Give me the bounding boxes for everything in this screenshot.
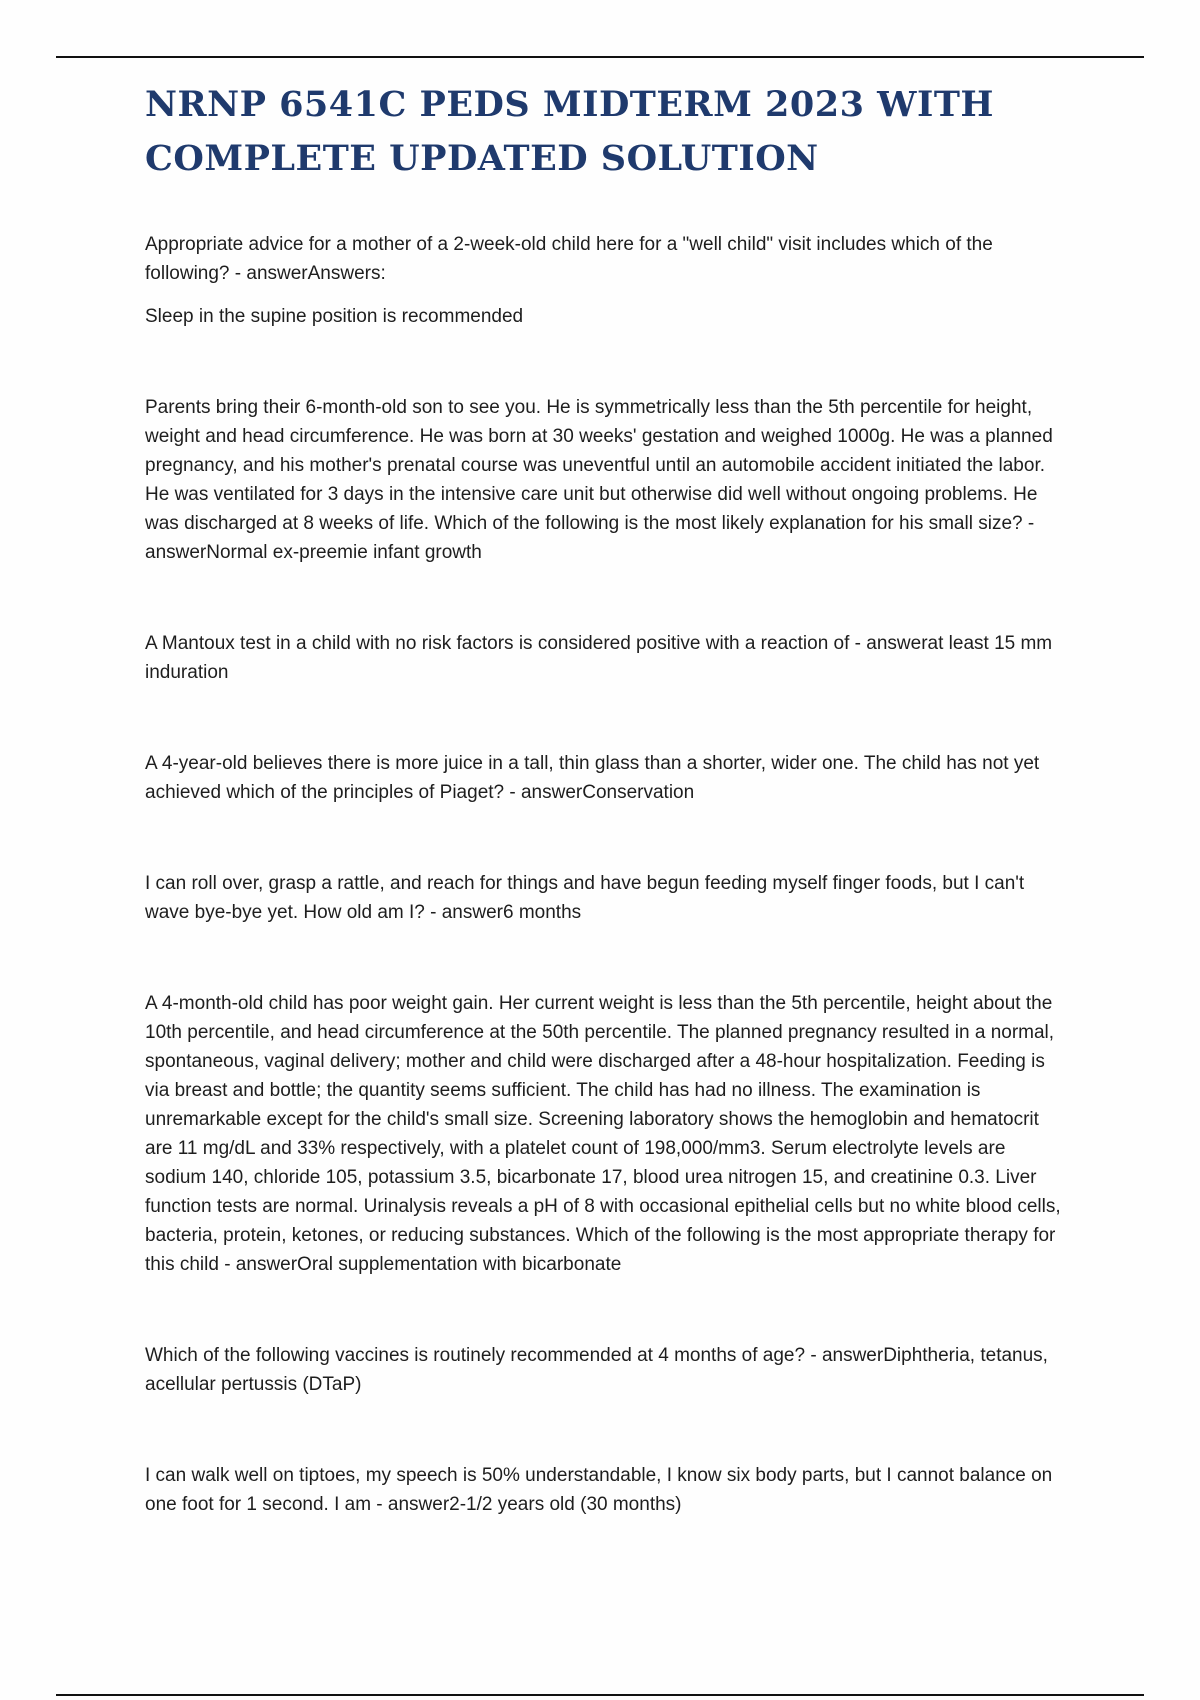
qa-item: A Mantoux test in a child with no risk factors is considered positive with a reaction of - answerat least 15 mm induration <box>145 633 1053 683</box>
document-title: NRNP 6541C PEDS MIDTERM 2023 WITH COMPLETE UPDATED SOLUTION <box>145 84 994 179</box>
qa-answer: Sleep in the supine position is recommended <box>145 306 524 327</box>
qa-item: A 4-month-old child has poor weight gain. Her current weight is less than the 5th percentile, height about the 10th percentile, and head circumference at the 50th percentile. The planned pregnancy resulted in a normal, spontaneous, vaginal delivery; mother and child were discharged after a 48-hour hospitalization. Feeding is via breast and bottle; the quantity seems sufficient. The child has had no illness. The examination is unremarkable except for the child's small size. Screening laboratory shows the hemoglobin and hematocrit are 11 mg/dL and 33% respectively, with a platelet count of 198,000/mm3. Serum electrolyte levels are sodium 140, chloride 105, potassium 3.5, bicarbonate 17, blood urea nitrogen 15, and creatinine 0.3. Liver function tests are normal. Urinalysis reveals a pH of 8 with occasional epithelial cells but no white blood cells, bacteria, protein, ketones, or reducing substances. Which of the following is the most appropriate therapy for this child - answerOral supplementation with bicarbonate <box>145 993 1061 1275</box>
top-divider <box>56 56 1144 58</box>
bottom-divider <box>56 1694 1144 1696</box>
qa-item: I can roll over, grasp a rattle, and reach for things and have begun feeding myself finger foods, but I can't wave bye-bye yet. How old am I? - answer6 months <box>145 873 1025 923</box>
qa-item: A 4-year-old believes there is more juice in a tall, thin glass than a shorter, wider one. The child has not yet achieved which of the principles of Piaget? - answerConservation <box>145 753 1040 803</box>
qa-item <box>145 230 1065 331</box>
qa-item: I can walk well on tiptoes, my speech is 50% understandable, I know six body parts, but I cannot balance on one foot for 1 second. I am - answer2-1/2 years old (30 months) <box>145 1465 1053 1515</box>
question-answer-list <box>145 230 1065 1519</box>
qa-item: Parents bring their 6-month-old son to see you. He is symmetrically less than the 5th percentile for height, weight and head circumference. He was born at 30 weeks' gestation and weighed 1000g. He was a planned pregnancy, and his mother's prenatal course was uneventful until an automobile accident initiated the labor. He was ventilated for 3 days in the intensive care unit but otherwise did well without ongoing problems. He was discharged at 8 weeks of life. Which of the following is the most likely explanation for his small size? - answerNormal ex-preemie infant growth <box>145 397 1053 563</box>
qa-item: Which of the following vaccines is routinely recommended at 4 months of age? - answerDiphtheria, tetanus, acellular pertussis (DTaP) <box>145 1345 1048 1395</box>
qa-text: Appropriate advice for a mother of a 2-week-old child here for a "well child" visit includes which of the following? - answerAnswers: <box>145 234 993 284</box>
